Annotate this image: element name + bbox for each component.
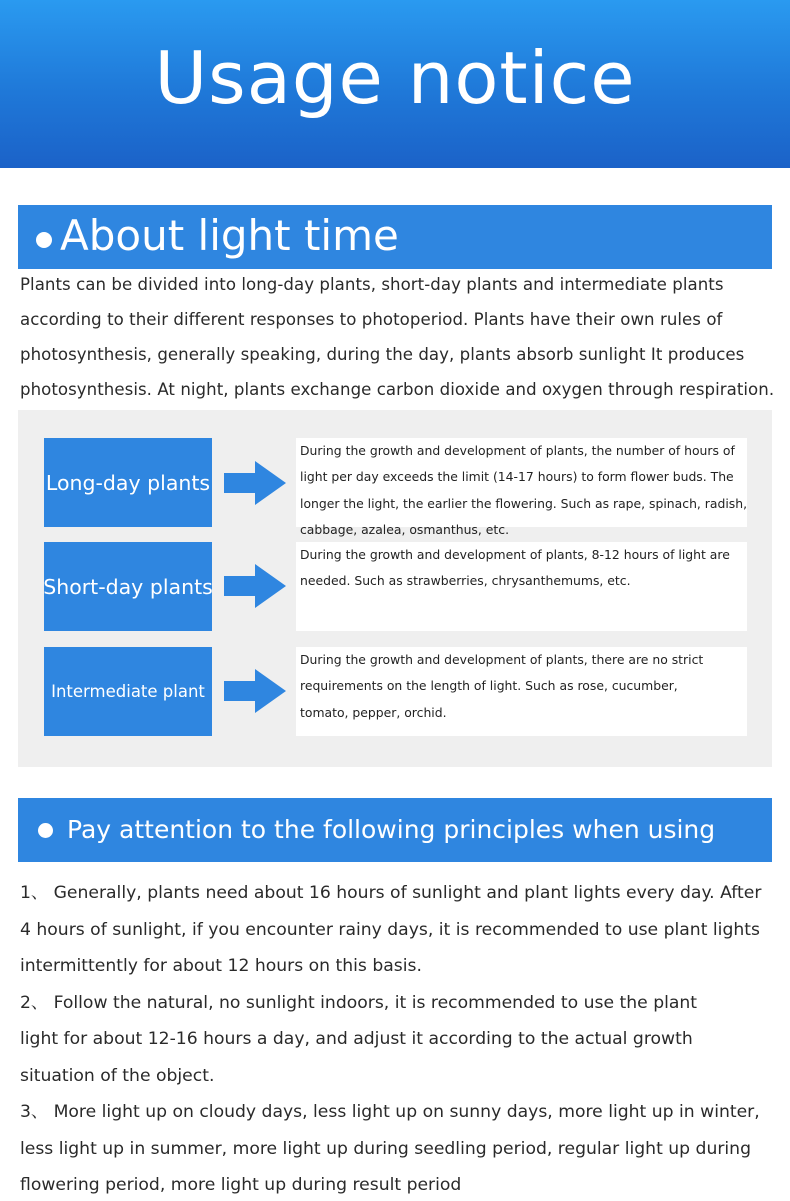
principle-line: 3、 More light up on cloudy days, less light up on sunny days, more light up in winter,	[20, 1102, 760, 1122]
description-line: light per day exceeds the limit (14-17 hours) to form flower buds. The	[300, 469, 734, 485]
description-line: cabbage, azalea, osmanthus, etc.	[300, 521, 510, 537]
principle-line: 2、 Follow the natural, no sunlight indoors, it is recommended to use the plant	[20, 992, 698, 1013]
principle-line: light for about 12-16 hours a day, and adjust it according to the actual growth	[20, 1029, 693, 1049]
principle-line: 1、 Generally, plants need about 16 hours of sunlight and plant lights every day. After	[20, 883, 762, 903]
section-title: About light time	[60, 211, 399, 260]
principle-line: situation of the object.	[20, 1065, 215, 1086]
section-title: Pay attention to the following principles when using	[67, 815, 716, 844]
plant-types-panel	[18, 410, 772, 767]
intro-paragraph	[20, 267, 775, 407]
plant-label-long-day	[44, 438, 212, 527]
plant-description-short-day	[296, 542, 747, 631]
page-title: Usage notice	[154, 36, 636, 120]
plant-label-intermediate	[44, 647, 212, 736]
description-line: tomato, pepper, orchid.	[300, 704, 447, 720]
description-line: During the growth and development of plants, the number of hours of	[300, 443, 735, 458]
plant-description-intermediate	[296, 647, 747, 736]
right-arrow-icon	[224, 564, 286, 608]
intro-line: Plants can be divided into long-day plants, short-day plants and intermediate plants	[20, 275, 724, 294]
description-line: requirements on the length of light. Such as rose, cucumber,	[300, 678, 678, 694]
principle-line: flowering period, more light up during result period	[20, 1175, 462, 1195]
top-banner	[0, 0, 790, 168]
principles-list	[20, 875, 772, 1201]
principle-line: intermittently for about 12 hours on this basis.	[20, 956, 422, 976]
bullet-icon	[38, 823, 53, 838]
intro-line: photosynthesis. At night, plants exchange carbon dioxide and oxygen through respiration.	[20, 380, 775, 399]
principle-line: 4 hours of sunlight, if you encounter rainy days, it is recommended to use plant lights	[20, 919, 760, 940]
section-header-light-time	[18, 205, 772, 269]
description-line: During the growth and development of plants, there are no strict	[300, 652, 704, 667]
principle-line: less light up in summer, more light up during seedling period, regular light up during	[20, 1138, 751, 1159]
intro-line: according to their different responses to photoperiod. Plants have their own rules of	[20, 310, 723, 329]
section-header-principles	[18, 798, 772, 862]
plant-label-text: Long-day plants	[45, 470, 211, 495]
description-line: During the growth and development of plants, 8-12 hours of light are	[300, 547, 730, 562]
plant-label-short-day	[44, 542, 212, 631]
intro-line: photosynthesis, generally speaking, during the day, plants absorb sunlight It produces	[20, 345, 745, 364]
plant-label-text: Intermediate plant	[51, 682, 205, 701]
right-arrow-icon	[224, 461, 286, 505]
plant-description-long-day	[296, 438, 748, 537]
description-line: longer the light, the earlier the flowering. Such as rape, spinach, radish,	[300, 495, 748, 511]
bullet-icon	[36, 232, 52, 248]
right-arrow-icon	[224, 669, 286, 713]
description-line: needed. Such as strawberries, chrysanthemums, etc.	[300, 573, 631, 589]
plant-label-text: Short-day plants	[43, 574, 213, 599]
